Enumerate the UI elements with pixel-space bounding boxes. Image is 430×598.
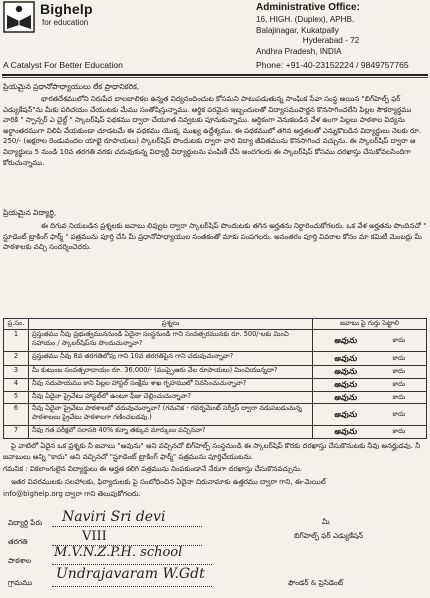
- question-number: 3: [4, 366, 29, 379]
- header-number: ప్ర.సం.: [4, 319, 29, 330]
- answer-no-option[interactable]: కాదు: [392, 427, 406, 435]
- question-number: 5: [4, 392, 29, 404]
- salutation-principal: ప్రియమైన ప్రధానోపాధ్యాయులు లేక ప్రాధానికరిక,: [3, 82, 140, 91]
- question-text: నీవు సదుపాయము కాని పిల్లల హాస్టల్ సంక్షేమ శాఖ గృహములో నివసించుచున్నావా?: [29, 379, 313, 392]
- class-field[interactable]: VIII: [82, 529, 107, 544]
- village-field[interactable]: Undrajavaram W.Gdt: [56, 566, 205, 582]
- answer-marked[interactable]: అవును: [333, 334, 357, 345]
- office-line: 16, HIGH. (Duplex), APHB.: [256, 15, 355, 24]
- brand-subtitle: for education: [42, 18, 89, 27]
- village-label: గ్రామము: [8, 578, 33, 587]
- answer-cell: [313, 330, 427, 352]
- brand-name: Bighelp: [40, 1, 93, 17]
- office-address: [256, 2, 426, 57]
- answer-cell: [313, 404, 427, 426]
- class-label: తరగతి: [8, 537, 28, 546]
- signoff-title: ఫౌండర్ & ప్రెసిడెంట్: [288, 578, 344, 587]
- question-text: నీవు ఏదైనా ప్రైవేటు పాఠశాలలో చదువుచున్నావా? (గమనిక - గవర్నమెంట్ సర్వీస్ ద్వారా నడుపబడుచున్న పాఠశాలలు ప్రైవేటు పాఠశాలగా గణించబడవు.): [29, 404, 313, 426]
- header-questions: ప్రశ్నలు: [29, 319, 313, 330]
- answer-marked[interactable]: అవును: [333, 352, 357, 363]
- question-number: 7: [4, 426, 29, 439]
- answer-cell: [313, 366, 427, 379]
- answer-no-option[interactable]: కాదు: [392, 409, 406, 418]
- header-divider: [2, 74, 428, 76]
- contact-paragraph: ఇతర వివరములకు సలహాలకు, ఫిర్యాదులకు పై సంబోధించిన ఏదైనా చిరునామాకు ఉత్తరము ద్వారా గాని, ఈ-మెయిల్: [11, 478, 326, 486]
- question-number: 1: [4, 330, 29, 352]
- answer-no-option[interactable]: కాదు: [392, 380, 406, 388]
- table-row: [4, 330, 427, 352]
- table-row: [4, 404, 427, 426]
- phone-number: Phone: +91-40-23152224 / 9849757765: [256, 60, 409, 70]
- eligibility-note-paragraph: పై వాటిలో ఏదైన ఒక ప్రశ్నకు నీ జవాబు "అవును" అని వచ్చినచో బిగ్‌హెల్ప్ సంస్థనుండి ఈ స్కాలర్‌షిప్ కొరకు దరఖాస్తు చేసుకొనుటకు నీవు అనర్హుడవు. నీ జవాబులు అన్ని "కాదు" అని వచ్చినచో "స్టూడెంట్ ట్రాకింగ్ ఫార్మ్" పత్రమును పూర్తిచేయుటను.: [3, 442, 421, 461]
- student-name-label: విద్యార్థి పేరు: [8, 518, 43, 527]
- question-number: 6: [4, 404, 29, 426]
- question-text: మీ కుటుంబ సంవత్సరాదాయం రూ. 36,000/- (ముప్పైఆరు వేల రూపాయలు) మించియున్నదా?: [29, 366, 313, 379]
- intro-paragraph: భారతదేశములోని నిరుపేద బాలబాలికల ఉన్నత విద్యనందించుట కోసమని పాటుపడుతున్న సాంఘిక సేవా సంస్థ అయిన "బిగ్‌హెల్ప్ ఫర్ ఎడ్యుకేషన్"ను మీకు పరిచయం చేయుటకు మేము సంతోషిస్తున్నాము. ఆర్థిక పరమైన ఇబ్బందులతో విద్యాసముపార్జన కొనసాగించలేని పిల్లల సౌకర్యార్థము వారికి " స్పాన్సర్ ఎ చైల్డ్ " స్కాలర్‌షిప్ పథకము ద్వారా చేయూత నివ్వటకు పూనుకున్నాము. ఆర్థికంగా వెనుకబడిన వేళ ఉంగా పిల్లలు పాఠశాల విద్యను అర్థాంతరముగా నిలిపి వేయకుండా చూడటమే ఈ పథకము యొక్క ముఖ్య ఉద్దేశ్యము. ఈ పథకములో తగిన అర్హతలతో ఎన్నుకొబడిన విద్యార్థులు నెలకు రూ. 250/- (అక్షరాల రెండువందల యాభై రూపాయలు) స్కాలర్‌షిప్ పొందుటకు ద్వారా వారి విద్యా జీవితమును కొనసాగించ వచ్చును. ఈ స్కాలర్‌షిప్ ద్వారా ఆ విద్యార్థులు 5 నుండి 10వ తరగతి వరకు చదువుకున్న విద్యార్థీ విద్యార్థులను పంపిణీ చేసి అందగలరు ఈ స్కాలర్‌షిప్ కోసము దరఖాస్తు చేసుకోవలసిందిగా కోరుచున్నాము.: [3, 95, 422, 167]
- question-number: 2: [4, 352, 29, 366]
- question-text: ప్రస్తుతము నీవు 8వ తరగతిలోపు గాని 10వ తరగతిపైన గాని చదువుచున్నావా?: [29, 352, 313, 366]
- question-text: ప్రస్తుతము నీవు ప్రభుత్వముననుండి ఏదైనా సంస్థనుండి గాని సంవత్సరమునకు రూ. 500/-లకు మించి సహాయం / స్కాలర్‌షిప్‌ను పొందుచున్నావా?: [29, 330, 313, 352]
- signoff-org: బిగ్‌హెల్ప్ ఫర్ ఎడ్యుకేషన్: [294, 531, 364, 540]
- table-row: [4, 379, 427, 392]
- school-label: పాఠశాల: [8, 556, 32, 565]
- answer-cell: [313, 379, 427, 392]
- question-text: నీవు గత పరీక్షలో సరాసరి 40% కన్నా తక్కువ మార్కులు వచ్చినవా?: [29, 426, 313, 439]
- answer-marked[interactable]: అవును: [333, 426, 357, 436]
- answer-marked[interactable]: అవును: [333, 366, 357, 376]
- table-row: [4, 426, 427, 439]
- signoff-yours: మీ: [322, 517, 330, 526]
- answer-cell: [313, 352, 427, 366]
- office-line: Andhra Pradesh, INDIA: [256, 46, 342, 56]
- disabled-students-note: గమనిక : వికలాంగులైన విద్యార్థులు ఈ అర్హత కలిగి పత్రమును నింపకుండానే నేరుగా దరఖాస్తు చేసుకొనవచ్చును.: [3, 465, 303, 473]
- answer-marked[interactable]: అవును: [333, 408, 357, 419]
- bighelp-logo-icon: [3, 1, 35, 33]
- student-name-field[interactable]: Naviri Sri devi: [62, 509, 166, 525]
- office-line: Hyderabad - 72: [302, 36, 360, 46]
- answer-no-option[interactable]: కాదు: [392, 392, 406, 401]
- tagline: A Catalyst For Better Education: [3, 60, 123, 70]
- table-row: [4, 352, 427, 366]
- office-title: Administrative Office:: [256, 2, 360, 13]
- header-answer: జవాబు పై గుర్తు పెట్టాలి: [313, 319, 427, 330]
- salutation-student: ప్రియమైన విద్యార్థి,: [3, 208, 57, 217]
- question-text: నీవు ఏదైనా ప్రైవేటు హాస్టల్‌లో ఉంటూ ఫీజు చెల్లించుచున్నావా?: [29, 392, 313, 404]
- student-name-line: [52, 526, 202, 527]
- answer-marked[interactable]: అవును: [333, 379, 357, 389]
- header-divider-thin: [2, 77, 428, 78]
- contact-email[interactable]: info@bighelp.org ద్వారా గాని తెలుపుకోగలరు.: [3, 490, 141, 498]
- answer-cell: [313, 426, 427, 439]
- answer-no-option[interactable]: కాదు: [392, 367, 406, 375]
- table-row: [4, 366, 427, 379]
- eligibility-questions-table: [3, 318, 427, 439]
- answer-cell: [313, 392, 427, 404]
- office-line: Balajinagar, Kukatpally: [256, 25, 339, 35]
- question-number: 4: [4, 379, 29, 392]
- answer-no-option[interactable]: కాదు: [392, 353, 406, 362]
- answer-marked[interactable]: అవును: [333, 391, 357, 402]
- table-row: [4, 392, 427, 404]
- village-line: [52, 586, 212, 587]
- table-header-row: [4, 319, 427, 330]
- answer-no-option[interactable]: కాదు: [392, 335, 406, 344]
- instructions-paragraph: ఈ దిగువ నియబడిన ప్రశ్నలకు జవాబు లివ్వుట ద్వారా స్కాలర్‌షిప్ పొందుటకు తగిన అర్హతను నిర్ధారించుకోగలరు. ఒక వేళ అర్హతను పొందినచో " స్టూడెంట్ ట్రాకింగ్ ఫార్మ్ " పత్రమును పూర్తి చేసి మీ ప్రధానోపాధ్యాయుల సంతకంతో మాకు పంపగలరు. అనంతరం పూర్తి వివరాల కోసం మా కమిటీ మెంబర్లు మీ పాఠశాలకు వచ్చి సందర్శించెదరు.: [3, 222, 427, 252]
- school-field[interactable]: M.V.N.Z.P.H. school: [54, 545, 183, 560]
- school-line: [52, 564, 212, 565]
